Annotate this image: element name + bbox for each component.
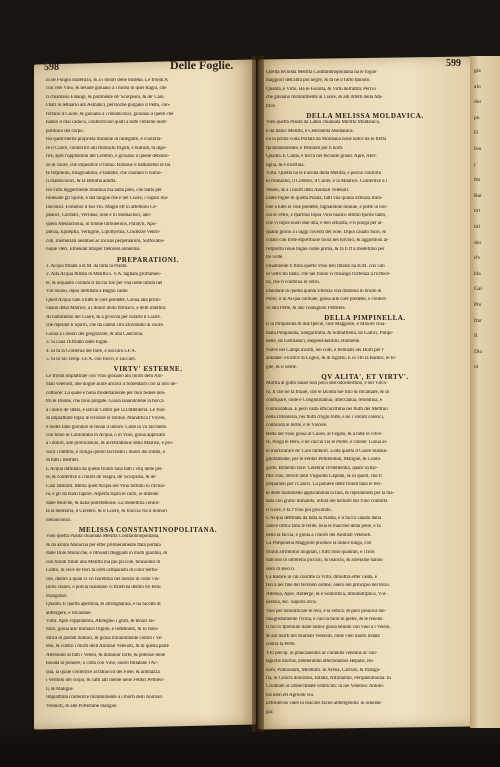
section-heading: QV ALITA', ET VIRTV'. (321, 372, 409, 381)
text-line: fi chiamano Falangi, & parimente de' Scorpioni, & de' Cani. (46, 94, 165, 100)
text-line: pofitioni del corpo. (46, 128, 84, 134)
text-line: lo ftomacho, il Cerebro, il Cuore, e la Madrice. Conferifce à i (266, 179, 387, 185)
text-line: Vfo precip. in praecauendis ac curandis veneniis ac con- (266, 650, 378, 656)
text-line: confolida le ferite, e le Viscere. (266, 423, 328, 429)
text-line: gliofamente, per le Febbri Peftilentiali, Maligne, & Conta- (266, 457, 382, 463)
text-line: triangolari. (46, 593, 68, 599)
text-line: tro le Donne, che fono purgate. Gioua lauandofene la bocca (46, 399, 164, 405)
text-line: Quefta feconda Meliffa Conftantinopolitana hà le foglie (266, 70, 377, 75)
text-line: difica di putridi humori, & gioua mirabilmente contro i Ve- (46, 635, 163, 641)
section-heading: PREPARATIONI. (116, 255, 180, 264)
text-line: contra la Pefte. (266, 642, 296, 648)
text-line: re, Purga le Reni, e ne caccia via le Pietre, e l'arene: Gioua al- (266, 440, 388, 446)
text-line: linconici. Fomentò il fuo vfo. Magni eff in affettioni Ce- (46, 204, 158, 210)
next-page-fragment: pu (474, 114, 480, 121)
text-line: cia di vetro, e fparfoui fopra Vino bianco ottimo fpirito tanto, (266, 213, 387, 219)
next-page-fragment: Il (474, 333, 478, 340)
text-line: Ha quest'Herba proprietà mirabile di rallegrare, e conforta- (46, 137, 162, 143)
text-line: melanconici. (46, 517, 72, 523)
text-line: che vi fopra nuoti due dita, e ben otturata, e fi ponga per al- (266, 221, 383, 227)
text-line: Pollo, ò in Acqua cordiale, gioua alle cofe predette, e conferi- (266, 297, 388, 303)
text-line: 2. Alla Acqua ftillata di Meliffa s. V.A. tagliata groffamen- (46, 272, 162, 278)
text-line: Velenofi, & alle Poftemme maligne. (46, 703, 118, 709)
text-line: bella la faccia, e gioua à i morfi dei Animali Velenofi. (266, 532, 372, 538)
text-line: tagiofis morbis, indeterando affectionibus Hepatis, Re- (266, 659, 375, 665)
text-line: & alli morfi dei Animali Velenofi, onde vien molto lodata (266, 633, 380, 639)
text-line: ra, e gli da buon fapore. Afperfa fopra le carni, le difende (46, 492, 159, 498)
next-page-fragment: Pin (474, 302, 482, 308)
text-line: Ha virtù leggermente foluitiua ma tanta però, che bafta per (46, 187, 162, 193)
text-line: bonata in poluere, o cotta con Vino, ouero ftillatane l'Ac- (46, 661, 159, 667)
text-line: e da Italici Meliffa, e Cedronella Moldauica. (266, 128, 354, 134)
text-line: cottione: La quale è bona modeftamente per fuoi federe den- (46, 390, 166, 396)
next-page-fragment: dor (474, 239, 482, 246)
text-line: e mefle falle gionture le fenan il dolore. Cotte in vn facchetto (46, 424, 167, 430)
text-line: con l'ele Vino, & beuute giouano à i morsi di quei Ragni, che (46, 86, 167, 92)
text-line: frondi all'intorno inugliati, i fufti fono quadrati, e i fiori (266, 549, 375, 555)
next-page-fragment: Dio (474, 348, 483, 355)
text-line: abftergere, e rifcaldare. (46, 610, 92, 616)
section-heading: MELISSA CONSTANTINOPOLITANA. (78, 526, 218, 535)
text-line: rauigliofamente l'vrina, e caccia fuori le pietre, & le renelle. (266, 617, 384, 622)
text-line: ni de Funghi malefichi, & à i dolori delle budella. Le frondi A (46, 78, 168, 83)
text-line: 4. Si fà la Conferua del fiore, e zuccaro s.F.A. (46, 348, 136, 354)
text-line: con frondi fimili alla Meliffa ma più piccole, fenzaodor di (46, 559, 161, 565)
text-line: re il Cuore, conferifce alli ftomachi frigidi, e humidi, fà dige- (46, 145, 167, 151)
next-page-fragment: alo (474, 83, 481, 90)
text-line: plexia, Epilepfia, Vertigine, Lipothymia, Crudezze Ventri- (46, 230, 161, 236)
text-line: leni, & contro i morfi delli Animali Velenofi, & di quella parte (46, 644, 169, 650)
text-line: dalle Ifole Molucche, e ritrouafi fteggiadi in molti giardini, & (46, 551, 168, 557)
text-line: culi, memoriali nentibus ac loculis perpetuarum, Suffocatio- (46, 238, 165, 244)
text-line: 1. Acqua ftillata à B.M. da tutta la Pianta. (46, 263, 128, 269)
text-line: hanno il mal caduco, conferifcono quafi à tutte l'interne indif- (46, 120, 168, 126)
next-page-fragment: tiri (474, 224, 481, 230)
section-heading: DELLA MELISSA MOLDAVICA. (306, 112, 424, 121)
text-line: fo. Il che ne fà fruare, che le facoltà fue fino di rifcaldare, & di (266, 389, 389, 395)
text-line: L'Acqua diftillata da quelle frondi fana tutti i vitij delle pel- (46, 466, 163, 472)
next-page-fragment: fou (474, 146, 482, 152)
text-line: nelle, da Germanici, Hegeneckenfim, Bibinelle. (266, 339, 361, 345)
text-line: che giouano mirabilmente al Cuore, & alli difetti della Ma- (266, 95, 383, 101)
text-line: Gioua à i dolori del gorgozzole, & alla Cancrena. (46, 331, 144, 337)
book-gutter (252, 56, 264, 732)
text-line: 5. Si fà Sir. femp. s.F.A. con fucco, e zuccaro. (46, 356, 137, 362)
text-line: ceo, dentro à quali vi vn fiorettino nel mezzo di color vio- (46, 576, 160, 582)
text-line: cation della Matrice, à i dolori dello ftomaco, e delli inteftini: (46, 306, 167, 312)
text-line: Cedro, in vece de fiori fa certi campanelli di color herba- (46, 568, 159, 574)
text-line: Diafi in lettuario alli Asmatici, perciòche purgano il Petto, con- (46, 103, 171, 109)
running-title: Delle Foglie. (170, 58, 234, 72)
text-line: Alterando di tutti i Veleni, & diminuir forfe, & potenze delle (46, 652, 166, 658)
text-line: 3. Si caua l'Effratto dalle foglie. (46, 340, 109, 346)
text-line: rire, apre l'oppilationi del Cerebro, e giouano à quelle debolez- (46, 154, 170, 160)
text-line: l'efpreffo noue foglie come prima, & fa fi ff à medefimo per (266, 246, 385, 252)
text-line: Cani rabbiofi. Mefla quell'Acqua nel Vino torbido lo rifchia- (46, 483, 166, 489)
text-line: Virtù. Quefta hà le Facoltà della Meliffa, e percio conforta (266, 170, 381, 176)
text-line: La Pimpinella Maggiore produce la radice lunga, con (266, 541, 372, 547)
text-line: Vale per mondificare le reni, e la vefica: & però prouoca me- (266, 608, 387, 614)
text-line: le morficature de' Cani rabbiofi. Lodà quefta il Cuore maraui- (266, 448, 388, 454)
text-line: Fà la prima volta Portata da Moldauia noue nafce da fe fteffa (266, 137, 387, 143)
text-line: à i dolori, alle profocationi, & all'eftrattione della Matrice, e pro- (46, 441, 174, 447)
text-line: confolidatiua. E però valfa efficaciffima nei flufti del Meftruo (266, 406, 388, 412)
text-line: bile à tutte le cole predette, tagliandole minute, e pofte in boc- (266, 204, 389, 210)
text-line: Effrinfecus valet in maculis faciei abftergendis: in odontal- (266, 701, 383, 707)
text-line: num, Pulmonum, Mentium. In Arena, Calculo, & ftrangu- (266, 667, 381, 673)
text-line: La Radice in cui confifte la Virtù, dimoftra effer calda, e (266, 574, 377, 580)
text-line: mata Pimpinella, Sanguiforba, & Sofbaftrella, da Gallici, Pimpi- (266, 330, 394, 336)
text-line: le, & conferifce à i morfi de' Ragni, de' Scorpioni, & de' (46, 475, 157, 481)
text-line: Qualità. E quefta aperitiua, & aftringhatiua, e hà facoltà di (46, 602, 161, 608)
text-line: fpontaneamente, e feminafi per li horti. (266, 145, 344, 151)
text-line: ri malenconici, & la flemma adufta. (46, 179, 117, 185)
text-line: ze di cuore, che impedifce il fonno. Rimoue il battimento le fal. (46, 162, 172, 168)
text-line: giofe. Rimedio face: Celebrar ch'herbentia, quam Sybar- (266, 465, 378, 471)
text-line: di tutti i membri. (46, 458, 80, 464)
text-line: glie, & il Seme. (266, 364, 298, 370)
next-page-fragment: bla (474, 270, 481, 277)
text-line: colato con forte efpreffione fuora nel torchio, & aggiontoui al- (266, 238, 389, 244)
section-heading: VIRTV' ESTERNE. (113, 365, 183, 374)
text-line: Impiaftrata conferifce mirabilmente à i morfi delli Animali (46, 695, 162, 701)
text-line: tus item eft Agreotti vni. (266, 692, 315, 698)
text-line: dalle Mofche, & dalla putrefattione. La medefima confor- (46, 500, 161, 506)
text-line: Vin buono, dipoi deftillata à Bagno caldo. (46, 289, 129, 295)
text-line: Moftra al gufto hauer non poco dell'odoriferttino, e del Vifco- (266, 381, 388, 387)
text-line: Qualità. E Calda, e fecca nel fecondo grado. Apre, Afer- (266, 154, 377, 160)
bottom-shadow (0, 727, 500, 767)
text-line: fecca nel fine del fecondo ordine, ouero nel principio del terzo. (266, 583, 391, 589)
text-line: za, che fi conferua in vetro. (266, 280, 320, 286)
text-line: gia: (266, 709, 274, 715)
text-line: di impiaftrate fopra le fcrofole le rifolue. Mundifica l'Vlcere, (46, 416, 166, 422)
text-line: nafcono in ombrella piccioli, & bianchi, & amendue hanno (266, 558, 383, 564)
text-line: di vetro fin tanto, che nel fondo vi rimanga l'Effenza à l'Effecè- (266, 271, 391, 277)
text-line: phalici, Cardiaci, Verrinas, nine è in Stomachici, ado- (46, 213, 152, 219)
next-page-fragment: Fi (474, 130, 479, 137)
text-line: Nafce nei Campi incolti, nei colli, e feminafi nei Horti per l' (266, 347, 384, 353)
next-page-fragment: Im (474, 177, 481, 184)
next-page-fragment: m (474, 364, 479, 371)
text-line: trice. (266, 103, 276, 109)
text-line: à i dolor de' denti, e lafciar Cifteri per la Diffenteria. Le fron- (46, 407, 167, 413)
text-line: folleuare gli Spiriti, e dal fangue che è nel Cuore, i vapori ma- (46, 196, 169, 202)
text-line: Il fucco fpremuto dalle radice gioua beuuto con vino à i Veleni, (266, 625, 391, 631)
text-line: uoca i meftrui, e mitiga quello facchetto i dolori dei lombi, e (46, 449, 165, 455)
right-page-number: 599 (446, 58, 461, 69)
text-line: Virtù. Apre l'oppilationi, Afeleghio i grofi, & tenaci hu- (46, 619, 156, 624)
next-page-fragment: d'v (474, 255, 481, 262)
text-line: qua, la quale conferifce al trabocco del Fiele, & ammazza (46, 669, 160, 675)
text-line: tana con grafio himando, infufa nei bichieri del Vino conforta (266, 499, 388, 505)
text-line: tiglia, & è inciffiua. (266, 162, 305, 168)
text-line: Vien quefta Pianta da Latini chiamata Meliffa Moldauica, (266, 120, 380, 126)
next-page-fragment: r (474, 161, 476, 168)
text-line: Al battimento del Cuore, & à gl'occhi per curarle il Cuore. (46, 314, 161, 320)
text-line: con fieno di Camomilla in Acqua, ò in Vino, gioua applicato (46, 433, 166, 439)
text-line: conftipare, onde è Conglutinatiua, difeccatiua, refolutiua, e (266, 398, 383, 404)
text-line: Dalle foglie di quefta Pianta, falfi vna quinta Effenza mira- (266, 196, 383, 202)
text-line: tre volte. (266, 255, 284, 261)
text-line: te, & alquanto contufa fi faccia fiar per vna notte infufa nel (46, 280, 163, 286)
text-line: i Vermini del corpo, & cafti alfi mente nelle Febbri Peftilen- (46, 678, 165, 684)
text-line: Veleni, & à i morfi delli Animali Velenofi. (266, 187, 350, 193)
text-line: laceo chiaro, e pofcia mandano vi ftriefcea dentro tre femi (46, 585, 161, 591)
text-line: ti, & Maligne. (46, 686, 74, 692)
text-line: & da alcuni Molucha per effer primieramente ftata portata (46, 542, 161, 548)
section-heading: DELLA PIMPINELLA. (324, 314, 406, 323)
text-line: Cruditate ac imbecillitate ventriculi: in lue Venerea: Antido- (266, 684, 385, 690)
text-line: fitis vfas, meroli nelli Vnguenti Capitali, & in quelli, che fi (266, 473, 382, 479)
left-page-number: 598 (44, 62, 59, 73)
text-line: odor di Becco. (266, 566, 295, 572)
text-line: Vien quefta Pianta chiamata Meliffa Conftantinopolitana, (46, 534, 160, 540)
text-line: radice trefca fana le ferite, leua le macchie della pelle, e fà (266, 524, 381, 530)
next-page-edge (470, 56, 500, 728)
next-page-fragment: dor (474, 99, 482, 106)
next-page-fragment: gia (474, 68, 481, 74)
text-line: ce alla Pefte, & alle contagioni Peftifere. (266, 305, 346, 311)
text-line: Quell'Acqua vale à tutte le cole predette. Gioua alla profo- (46, 297, 162, 303)
text-line: il cuore, e fà l'Vino più giocondo. (266, 507, 332, 513)
text-line: te delle mammelle applicandola la fara, & reprimendo per la ma- (266, 490, 395, 496)
text-line: nique vteri, Emendat infuper fætorem anhelitus. (46, 247, 141, 253)
text-line: che reprime li Spiriti, che da cattiui cibi afcendono al cuore. (46, 323, 164, 329)
text-line: maggiori dell'altra più negre, & fà ne il fufto fpinofo. (266, 78, 371, 84)
text-line: nella Difenteria, nei flufti d'ogni forte, e ne i vomiti colerici, (266, 415, 385, 421)
text-line: Finalmente fi ftilla quefto Vino ben filtrato hà B.M. con vafi (266, 263, 385, 269)
text-line: ta la memoria, il Cerebro, & il Cuore, & fcaccia via li humori (46, 509, 168, 515)
text-line: quein Melancholia, in fomne turbolentos, Paralyfi, Apo- (46, 221, 157, 227)
text-line: L'Acqua deftillata da tutta la Pianta, e il fucco cauato dalla (266, 516, 382, 522)
text-line: Qualità, e Virtù. Hà le Facoltà, & Virtù dell'altra; Percio (266, 86, 376, 92)
text-line: E la Pimpinella di due fpecie, cioè Maggiore, e Minore chia- (266, 322, 386, 328)
text-line: neraria, &c. Saporis acris. (266, 600, 318, 606)
text-line: preparano per i Cancri. La poluere delle frondi fana le feri- (266, 482, 382, 488)
text-line: Le frondi impiaftrate con Vino giouano alli morfi delli Ani- (46, 373, 164, 379)
text-line: mori, gioua allo ftomaco frigido, e indebolito, & fo mun- (46, 627, 159, 633)
text-line: Attenua, Apre, Abfterge, & è Sodorifica, Iíthomitriptica, Vul- (266, 591, 387, 597)
next-page-fragment: ftar (474, 317, 482, 324)
next-page-fragment: tirt (474, 208, 481, 215)
next-page-fragment: Bar (474, 192, 482, 199)
text-line: ria, in Colicis doloribus, Inflata, Affimamur, Peripneumonia: In (266, 675, 391, 681)
text-line: fe fofpitioni, imaginationi, e fantafie, che caufano li humo- (46, 170, 162, 176)
text-line: Retta nel Vino gioua al Cuore, al Fegato, & à tutte le vifce- (266, 431, 383, 437)
text-line: mali velenofi, alle doglie acute ancora il fomentarfi con la loro de- (46, 382, 177, 388)
text-line: quanti giorni à i raggi cocenti del Sole. Dipoi cauato fuori, & (266, 229, 387, 235)
next-page-fragment: Gal (474, 286, 482, 293)
text-line: Dandone di quefta quinta Effenza vna dramma in brodo di (266, 288, 382, 294)
text-line: fortano il Cuore, & giouano à i melancolici, giouano à quelli che (46, 111, 174, 117)
text-line: anfalate: Fiorifce di Luglio, & di Agofto. E in vfo la Radice, le fo- (266, 356, 397, 362)
